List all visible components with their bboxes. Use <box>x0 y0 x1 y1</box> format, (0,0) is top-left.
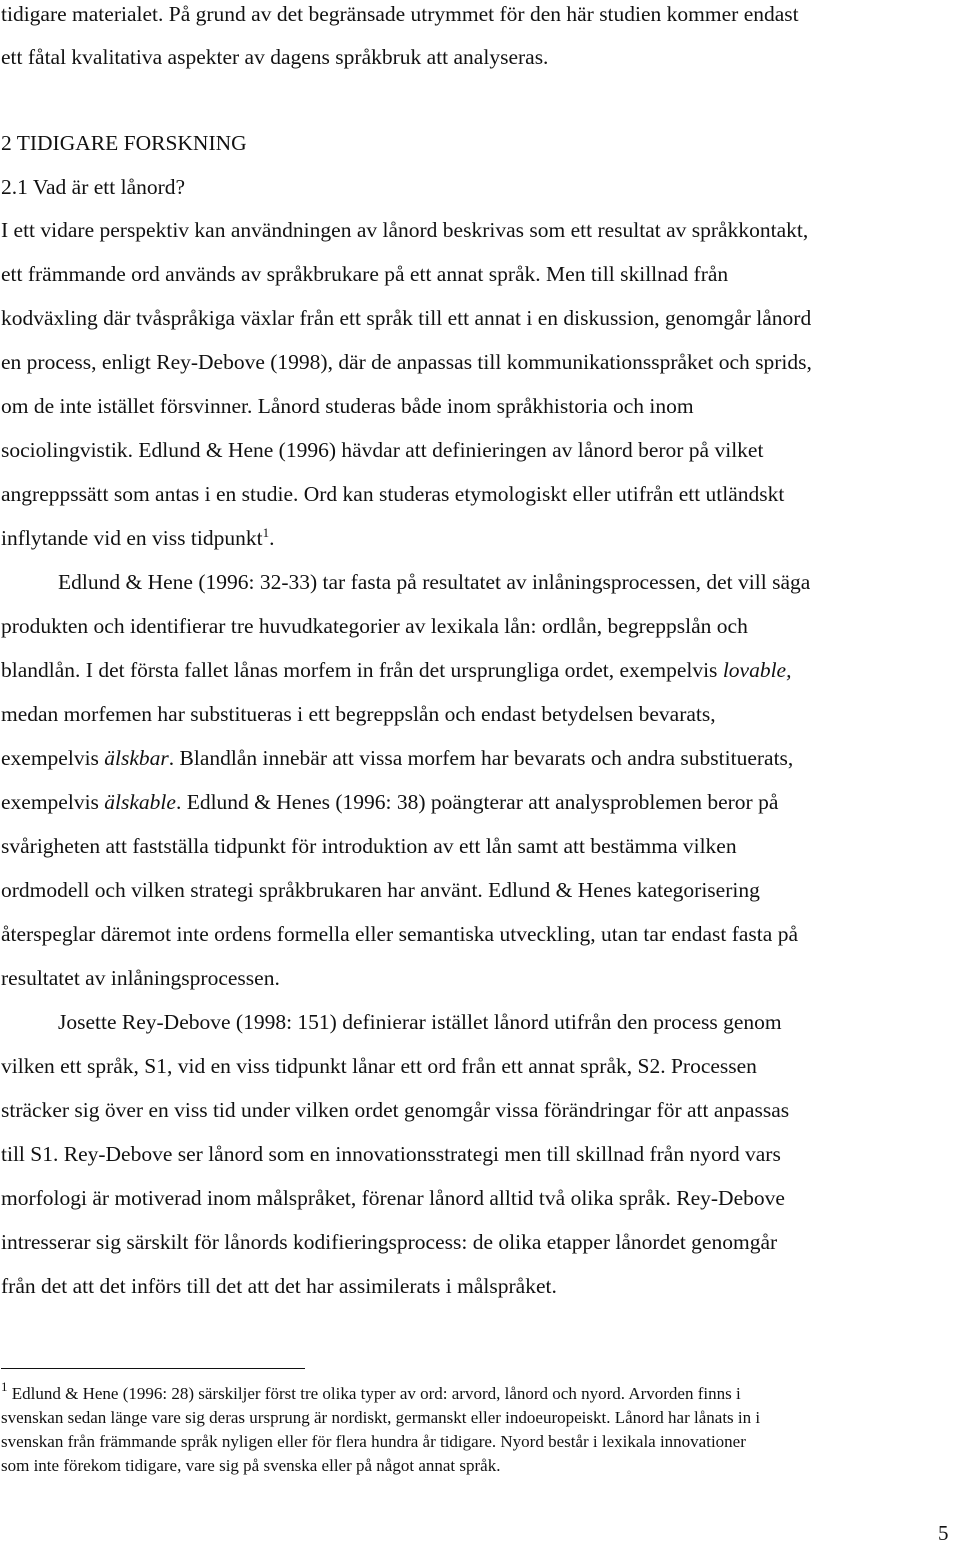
body-text-span: exempelvis <box>1 790 105 814</box>
body-text-line: kodväxling där tvåspråkiga växlar från ett språk till ett annat i en diskussion, genomgår lånord <box>1 306 812 330</box>
body-text-line: morfologi är motiverad inom målspråket, förenar lånord alltid två olika språk. Rey-Debove <box>1 1186 785 1210</box>
body-text-span: inflytande vid en viss tidpunkt <box>1 526 263 550</box>
footnote-line: svenskan från främmande språk nyligen eller för flera hundra år tidigare. Nyord består i lexikala innovationer <box>1 1432 746 1451</box>
body-text-line: sträcker sig över en viss tid under vilken ordet genomgår vissa förändringar för att anpassas <box>1 1098 790 1122</box>
footnote-reference: 1 <box>262 525 270 540</box>
body-text-line: återspeglar däremot inte ordens formella eller semantiska utveckling, utan tar endast fasta på <box>1 922 798 946</box>
body-text-line: till S1. Rey-Debove ser lånord som en innovationsstrategi men till skillnad från nyord vars <box>1 1142 781 1166</box>
italic-example: älskbar <box>104 746 169 770</box>
body-text-line: svårigheten att fastställa tidpunkt för introduktion av ett lån samt att bestämma vilken <box>1 834 737 858</box>
footnote-separator <box>1 1368 305 1369</box>
body-text-line: sociolingvistik. Edlund & Hene (1996) hävdar att definieringen av lånord beror på vilket <box>1 438 764 462</box>
body-text-line: produkten och identifierar tre huvudkategorier av lexikala lån: ordlån, begreppslån och <box>1 614 748 638</box>
body-text-line: en process, enligt Rey-Debove (1998), där de anpassas till kommunikationsspråket och sprids, <box>1 350 812 374</box>
body-text-span: . Edlund & Henes (1996: 38) poängterar att analysproblemen beror på <box>175 790 779 814</box>
subsection-heading: 2.1 Vad är ett lånord? <box>1 175 186 199</box>
footnote-marker: 1 <box>1 1379 8 1394</box>
body-text-line: ordmodell och vilken strategi språkbrukaren har använt. Edlund & Henes kategorisering <box>1 878 760 902</box>
body-text-line: intresserar sig särskilt för lånords kodifieringsprocess: de olika etapper lånordet genomgår <box>1 1230 778 1254</box>
body-text-line: I ett vidare perspektiv kan användningen av lånord beskrivas som ett resultat av språkkontakt, <box>1 218 809 242</box>
footnote-line <box>1 1379 741 1404</box>
body-text-span: . <box>269 526 275 550</box>
body-text-line: ett främmande ord används av språkbrukare på ett annat språk. Men till skillnad från <box>1 262 729 286</box>
body-text-line: angreppssätt som antas i en studie. Ord kan studeras etymologiskt eller utifrån ett utländskt <box>1 482 785 506</box>
body-text-line: om de inte istället försvinner. Lånord studeras både inom språkhistoria och inom <box>1 394 694 418</box>
section-heading: 2 TIDIGARE FORSKNING <box>1 131 247 155</box>
body-text-span: . Blandlån innebär att vissa morfem har bevarats och andra substituerats, <box>168 746 794 770</box>
body-text-line: från det att det införs till det att det har assimilerats i målspråket. <box>1 1274 557 1298</box>
body-text-line <box>1 525 274 551</box>
footnote-text: Edlund & Hene (1996: 28) särskiljer först tre olika typer av ord: arvord, lånord och nyord. Arvorden finns i <box>7 1384 741 1403</box>
body-text-line <box>1 789 778 815</box>
footnote-line: som inte förekom tidigare, vare sig på svenska eller på något annat språk. <box>1 1456 501 1475</box>
footnote-line: svenskan sedan länge vare sig deras ursprung är nordiskt, germanskt eller indoeuropeiskt. Lånord har lånats in i <box>1 1408 761 1427</box>
body-text-line <box>1 745 793 771</box>
body-text-line: Josette Rey-Debove (1998: 151) definierar istället lånord utifrån den process genom <box>58 1010 782 1034</box>
body-text-line: ett fåtal kvalitativa aspekter av dagens språkbruk att analyseras. <box>1 45 549 69</box>
body-text-span: blandlån. I det första fallet lånas morfem in från det ursprungliga ordet, exempelvis <box>1 658 723 682</box>
italic-example: lovable, <box>722 658 792 682</box>
body-text-line: resultatet av inlåningsprocessen. <box>1 966 280 990</box>
body-text-line: tidigare materialet. På grund av det begränsade utrymmet för den här studien kommer endast <box>1 2 799 26</box>
body-text-line: medan morfemen har substitueras i ett begreppslån och endast betydelsen bevarats, <box>1 702 716 726</box>
italic-example: älskable <box>104 790 176 814</box>
body-text-line <box>1 657 791 683</box>
body-text-line: Edlund & Hene (1996: 32-33) tar fasta på resultatet av inlåningsprocessen, det vill säga <box>58 570 811 594</box>
page-number: 5 <box>938 1521 949 1545</box>
body-text-line: vilken ett språk, S1, vid en viss tidpunkt lånar ett ord från ett annat språk, S2. Processen <box>1 1054 757 1078</box>
body-text-span: exempelvis <box>1 746 105 770</box>
